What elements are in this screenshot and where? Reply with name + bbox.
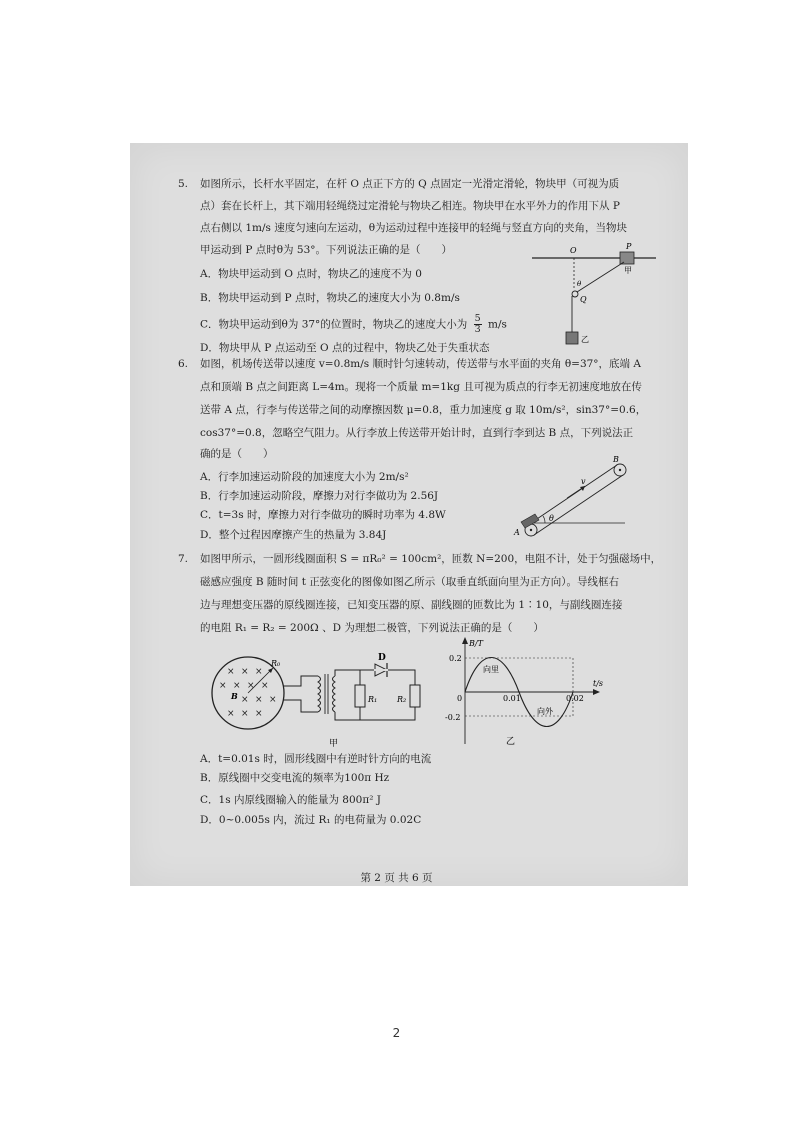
q7-label-r1: R₁: [368, 695, 378, 704]
q6-luggage: [521, 514, 539, 528]
q7-line-1: 如图甲所示，一圆形线圈面积 S = πR₀² = 100cm²，匝数 N=200，电阻不计，处于匀强磁场中，: [200, 553, 662, 565]
q6-label-v: v: [581, 477, 586, 486]
q5-line-1: 如图所示，长杆水平固定，在杆 O 点正下方的 Q 点固定一光滑定滑轮，物块甲（可视为质: [200, 178, 620, 190]
q5-option-b[interactable]: B．物块甲运动到 P 点时，物块乙的速度大小为 0.8m/s: [200, 292, 460, 304]
fraction-numerator: 5: [474, 313, 481, 324]
q5-block-jia: [620, 252, 634, 264]
q7-field-crosses: [219, 667, 277, 719]
q7-diode-gap: [374, 669, 388, 671]
q7-option-d[interactable]: D．0~0.005s 内，流过 R₁ 的电荷量为 0.02C: [200, 814, 422, 826]
q7-option-c[interactable]: C．1s 内原线圈输入的能量为 800π² J: [200, 794, 381, 806]
q7-resistor-r2: [410, 685, 420, 707]
q5-line-3: 点右侧以 1m/s 速度匀速向左运动，θ为运动过程中连接甲的轻绳与竖直方向的夹角，当物块: [200, 222, 628, 234]
q6-label-b: B: [613, 455, 619, 464]
q6-option-d[interactable]: D．整个过程因摩擦产生的热量为 3.84J: [200, 529, 387, 541]
cross: ×: [255, 667, 263, 677]
q7-option-a[interactable]: A．t=0.01s 时，圆形线圈中有逆时针方向的电流: [200, 753, 432, 765]
q7-yi-label-out: 向外: [537, 707, 553, 716]
q7-option-b[interactable]: B．原线圈中交变电流的频率为100π Hz: [200, 772, 390, 784]
q6-line-3: 送带 A 点，行李与传送带之间的动摩擦因数 μ=0.8，重力加速度 g 取 10m/s²，sin37°=0.6，: [200, 404, 647, 416]
cross: ×: [241, 695, 249, 705]
q6-angle-arc: [543, 516, 545, 523]
q7-yi-xlabel: t/s: [593, 679, 604, 688]
q5-rope-upper: [577, 262, 624, 292]
q5-option-c-fraction: [474, 314, 482, 335]
cross: ×: [241, 667, 249, 677]
q5-option-c-unit: m/s: [488, 318, 507, 331]
q6-belt-lower: [534, 475, 623, 535]
q6-option-c[interactable]: C．t=3s 时，摩擦力对行李做功的瞬时功率为 4.8W: [200, 509, 446, 521]
q7-secondary-coil: [333, 676, 336, 712]
q5-label-q: Q: [580, 295, 587, 304]
q6-figure: [505, 450, 645, 545]
q7-label-b: B: [231, 691, 238, 701]
q6-belt-upper: [528, 465, 617, 525]
q5-block-yi: [566, 332, 578, 344]
cross: ×: [269, 695, 277, 705]
q7-yi-ytick-bottom: -0.2: [445, 713, 461, 722]
q7-yi-y-arrow: [462, 637, 468, 644]
q7-figure-yi: [445, 634, 620, 749]
cross: ×: [255, 709, 263, 719]
q6-line-1: 如图，机场传送带以速度 v=0.8m/s 顺时针匀速转动，传送带与水平面的夹角 θ=37°，底端 A: [200, 358, 641, 370]
q7-resistor-r1: [355, 685, 365, 707]
cross: ×: [261, 681, 269, 691]
q5-option-d[interactable]: D．物块甲从 P 点运动至 O 点的过程中，物块乙处于失重状态: [200, 342, 490, 354]
q7-line-2: 磁感应强度 B 随时间 t 正弦变化的图像如图乙所示（取垂直纸面向里为正方向）。导线框右: [200, 576, 620, 588]
q5-line-2: 点）套在长杆上，其下端用轻绳绕过定滑轮与物块乙相连。物块甲在水平外力的作用下从 P: [200, 200, 620, 212]
q5-label-jia: 甲: [624, 266, 632, 275]
q5-line-4: 甲运动到 P 点时θ为 53°。下列说法正确的是（ ）: [200, 244, 453, 256]
q5-label-o: O: [570, 246, 577, 255]
q5-option-c[interactable]: [200, 314, 507, 335]
q6-number: 6.: [178, 358, 189, 370]
fraction-denominator: 3: [474, 324, 481, 335]
q6-label-a: A: [514, 528, 520, 537]
cross: ×: [227, 667, 235, 677]
q6-roller-bottom-axle: [530, 529, 532, 531]
q6-option-b[interactable]: B．行李加速运动阶段，摩擦力对行李做功为 2.56J: [200, 490, 439, 502]
q7-lead-lower: [283, 700, 318, 712]
q6-label-theta: θ: [549, 514, 554, 523]
cross: ×: [247, 681, 255, 691]
q7-yi-x-arrow: [593, 689, 600, 695]
q5-figure: [520, 240, 660, 350]
q5-option-a[interactable]: A．物块甲运动到 O 点时，物块乙的速度不为 0: [200, 268, 422, 280]
q6-line-5: 确的是（ ）: [200, 448, 274, 460]
q7-lead-upper: [283, 676, 318, 686]
q5-option-c-text: C．物块甲运动到θ为 37°的位置时，物块乙的速度大小为: [200, 318, 468, 331]
q7-yi-label-in: 向里: [483, 665, 499, 674]
cross: ×: [241, 709, 249, 719]
q7-label-r0: R₀: [271, 659, 281, 668]
q7-label-d: D: [378, 653, 386, 663]
page-footer: 第 2 页 共 6 页: [360, 872, 433, 884]
q5-number: 5.: [178, 178, 189, 190]
q7-yi-origin: 0: [457, 694, 463, 703]
cross: ×: [227, 709, 235, 719]
q5-pulley: [572, 291, 578, 297]
cross: ×: [219, 681, 227, 691]
q7-yi-ylabel: B/T: [469, 639, 483, 648]
q7-caption-jia: 甲: [329, 739, 339, 749]
q7-line-3: 边与理想变压器的原线圈连接，已知变压器的原、副线圈的匝数比为 1∶10，与副线圈连接: [200, 599, 623, 611]
q6-option-a[interactable]: A．行李加速运动阶段的加速度大小为 2m/s²: [200, 471, 409, 483]
q7-yi-ytick-top: 0.2: [449, 654, 462, 663]
q7-yi-xtick-1: 0.01: [503, 694, 521, 703]
q7-figure-jia: [205, 650, 430, 750]
cross: ×: [255, 695, 263, 705]
q5-label-theta: θ: [577, 280, 582, 288]
q7-yi-xtick-2: 0.02: [566, 694, 584, 703]
q5-label-p: P: [626, 242, 632, 251]
q7-number: 7.: [178, 553, 189, 565]
q7-label-r2: R₂: [397, 695, 407, 704]
cross: ×: [233, 681, 241, 691]
q7-primary-coil: [318, 676, 321, 712]
page-number: 2: [392, 1026, 401, 1040]
q7-line-4: 的电阻 R₁ = R₂ = 200Ω 、D 为理想二极管，下列说法正确的是（ ）: [200, 622, 544, 634]
q6-roller-top-axle: [619, 469, 621, 471]
q6-line-2: 点和顶端 B 点之间距离 L=4m。现将一个质量 m=1kg 且可视为质点的行李无初速度地放在传: [200, 381, 642, 393]
q7-caption-yi: 乙: [506, 737, 516, 747]
q6-line-4: cos37°=0.8，忽略空气阻力。从行李放上传送带开始计时，直到行李到达 B 点，下列说法正: [200, 427, 634, 439]
q5-label-yi: 乙: [581, 335, 589, 344]
